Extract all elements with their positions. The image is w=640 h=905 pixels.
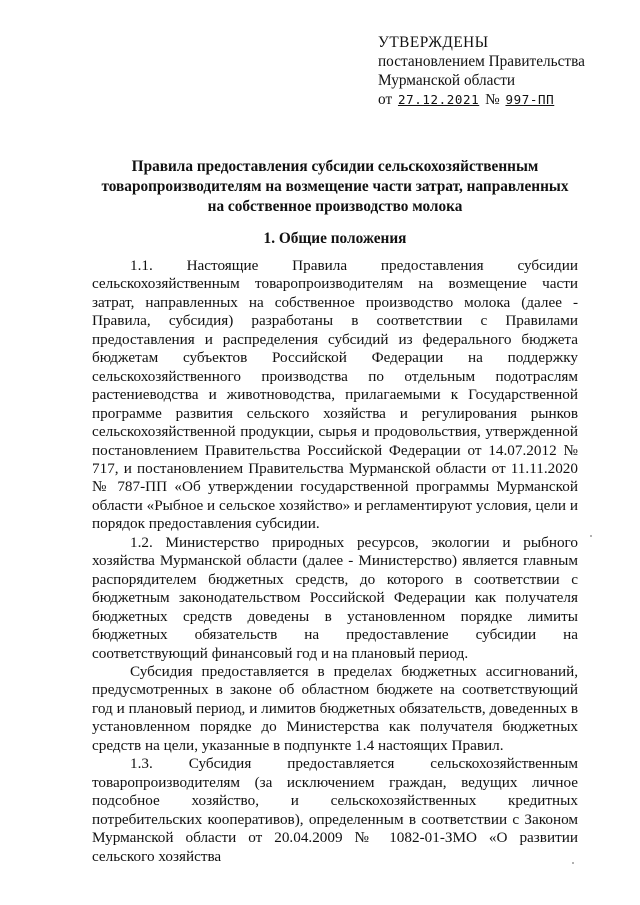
paragraph-1-2: 1.2. Министерство природных ресурсов, экологии и рыбного хозяйства Мурманской области (далее - Министерство) является главным распорядителем бюджетных средств, до которого в соответствии с бюджетным законодательством Российской Федерации как получателя бюджетных средств доведены в установленном порядке лимиты бюджетных обязательств на предоставление субсидии на соответствующий финансовый год и на плановый период. (92, 533, 578, 662)
number-prefix: № (485, 91, 500, 108)
approval-date: 27.12.2021 (397, 92, 480, 107)
approval-number: 997-ПП (505, 92, 555, 107)
scan-speck (572, 862, 574, 864)
approval-line-1: постановлением Правительства (378, 53, 585, 70)
paragraph-subsidy: Субсидия предоставляется в пределах бюджетных ассигнований, предусмотренных в законе об областном бюджете на соответствующий год и плановый период, и лимитов бюджетных обязательств, доведенных в установленном порядке до Министерства как получателя бюджетных средств на цели, указанные в подпункте 1.4 настоящих Правил. (92, 662, 578, 754)
approval-date-line (378, 90, 585, 109)
paragraph-1-1: 1.1. Настоящие Правила предоставления субсидии сельскохозяйственным товаропроизводителям на возмещение части затрат, направленных на собственное производство молока (далее - Правила, субсидия) разработаны в соответствии с Правилами предоставления и распределения субсидий из федерального бюджета бюджетам субъектов Российской Федерации на поддержку сельскохозяйственного производства по отдельным подотраслям растениеводства и животноводства, прилагаемыми к Государственной программе развития сельского хозяйства и регулирования рынков сельскохозяйственной продукции, сырья и продовольствия, утвержденной постановлением Правительства Российской Федерации от 14.07.2012 № 717, и постановлением Правительства Мурманской области от 11.11.2020 № 787-ПП «Об утверждении государственной программы Мурманской области «Рыбное и сельское хозяйство» и регламентируют условия, цели и порядок предоставления субсидии. (92, 257, 578, 533)
approval-title: УТВЕРЖДЕНЫ (378, 34, 489, 51)
document-body (92, 257, 578, 866)
paragraph-1-3: 1.3. Субсидия предоставляется сельскохозяйственным товаропроизводителям (за исключением граждан, ведущих личное подсобное хозяйство, и сельскохозяйственных кредитных потребительских кооперативов), определенным в соответствии с Законом Мурманской области от 20.04.2009 № 1082-01-ЗМО «О развитии сельского хозяйства (92, 755, 578, 865)
section-title: 1. Общие положения (263, 230, 407, 247)
approval-stamp (378, 33, 585, 109)
document-title: Правила предоставления субсидии сельскохозяйственным товаропроизводителям на возмещение части затрат, направленных на собственное производство молока (101, 158, 569, 215)
approval-line-2: Мурманской области (378, 72, 516, 89)
date-prefix: от (378, 91, 393, 108)
scan-speck (590, 535, 592, 537)
